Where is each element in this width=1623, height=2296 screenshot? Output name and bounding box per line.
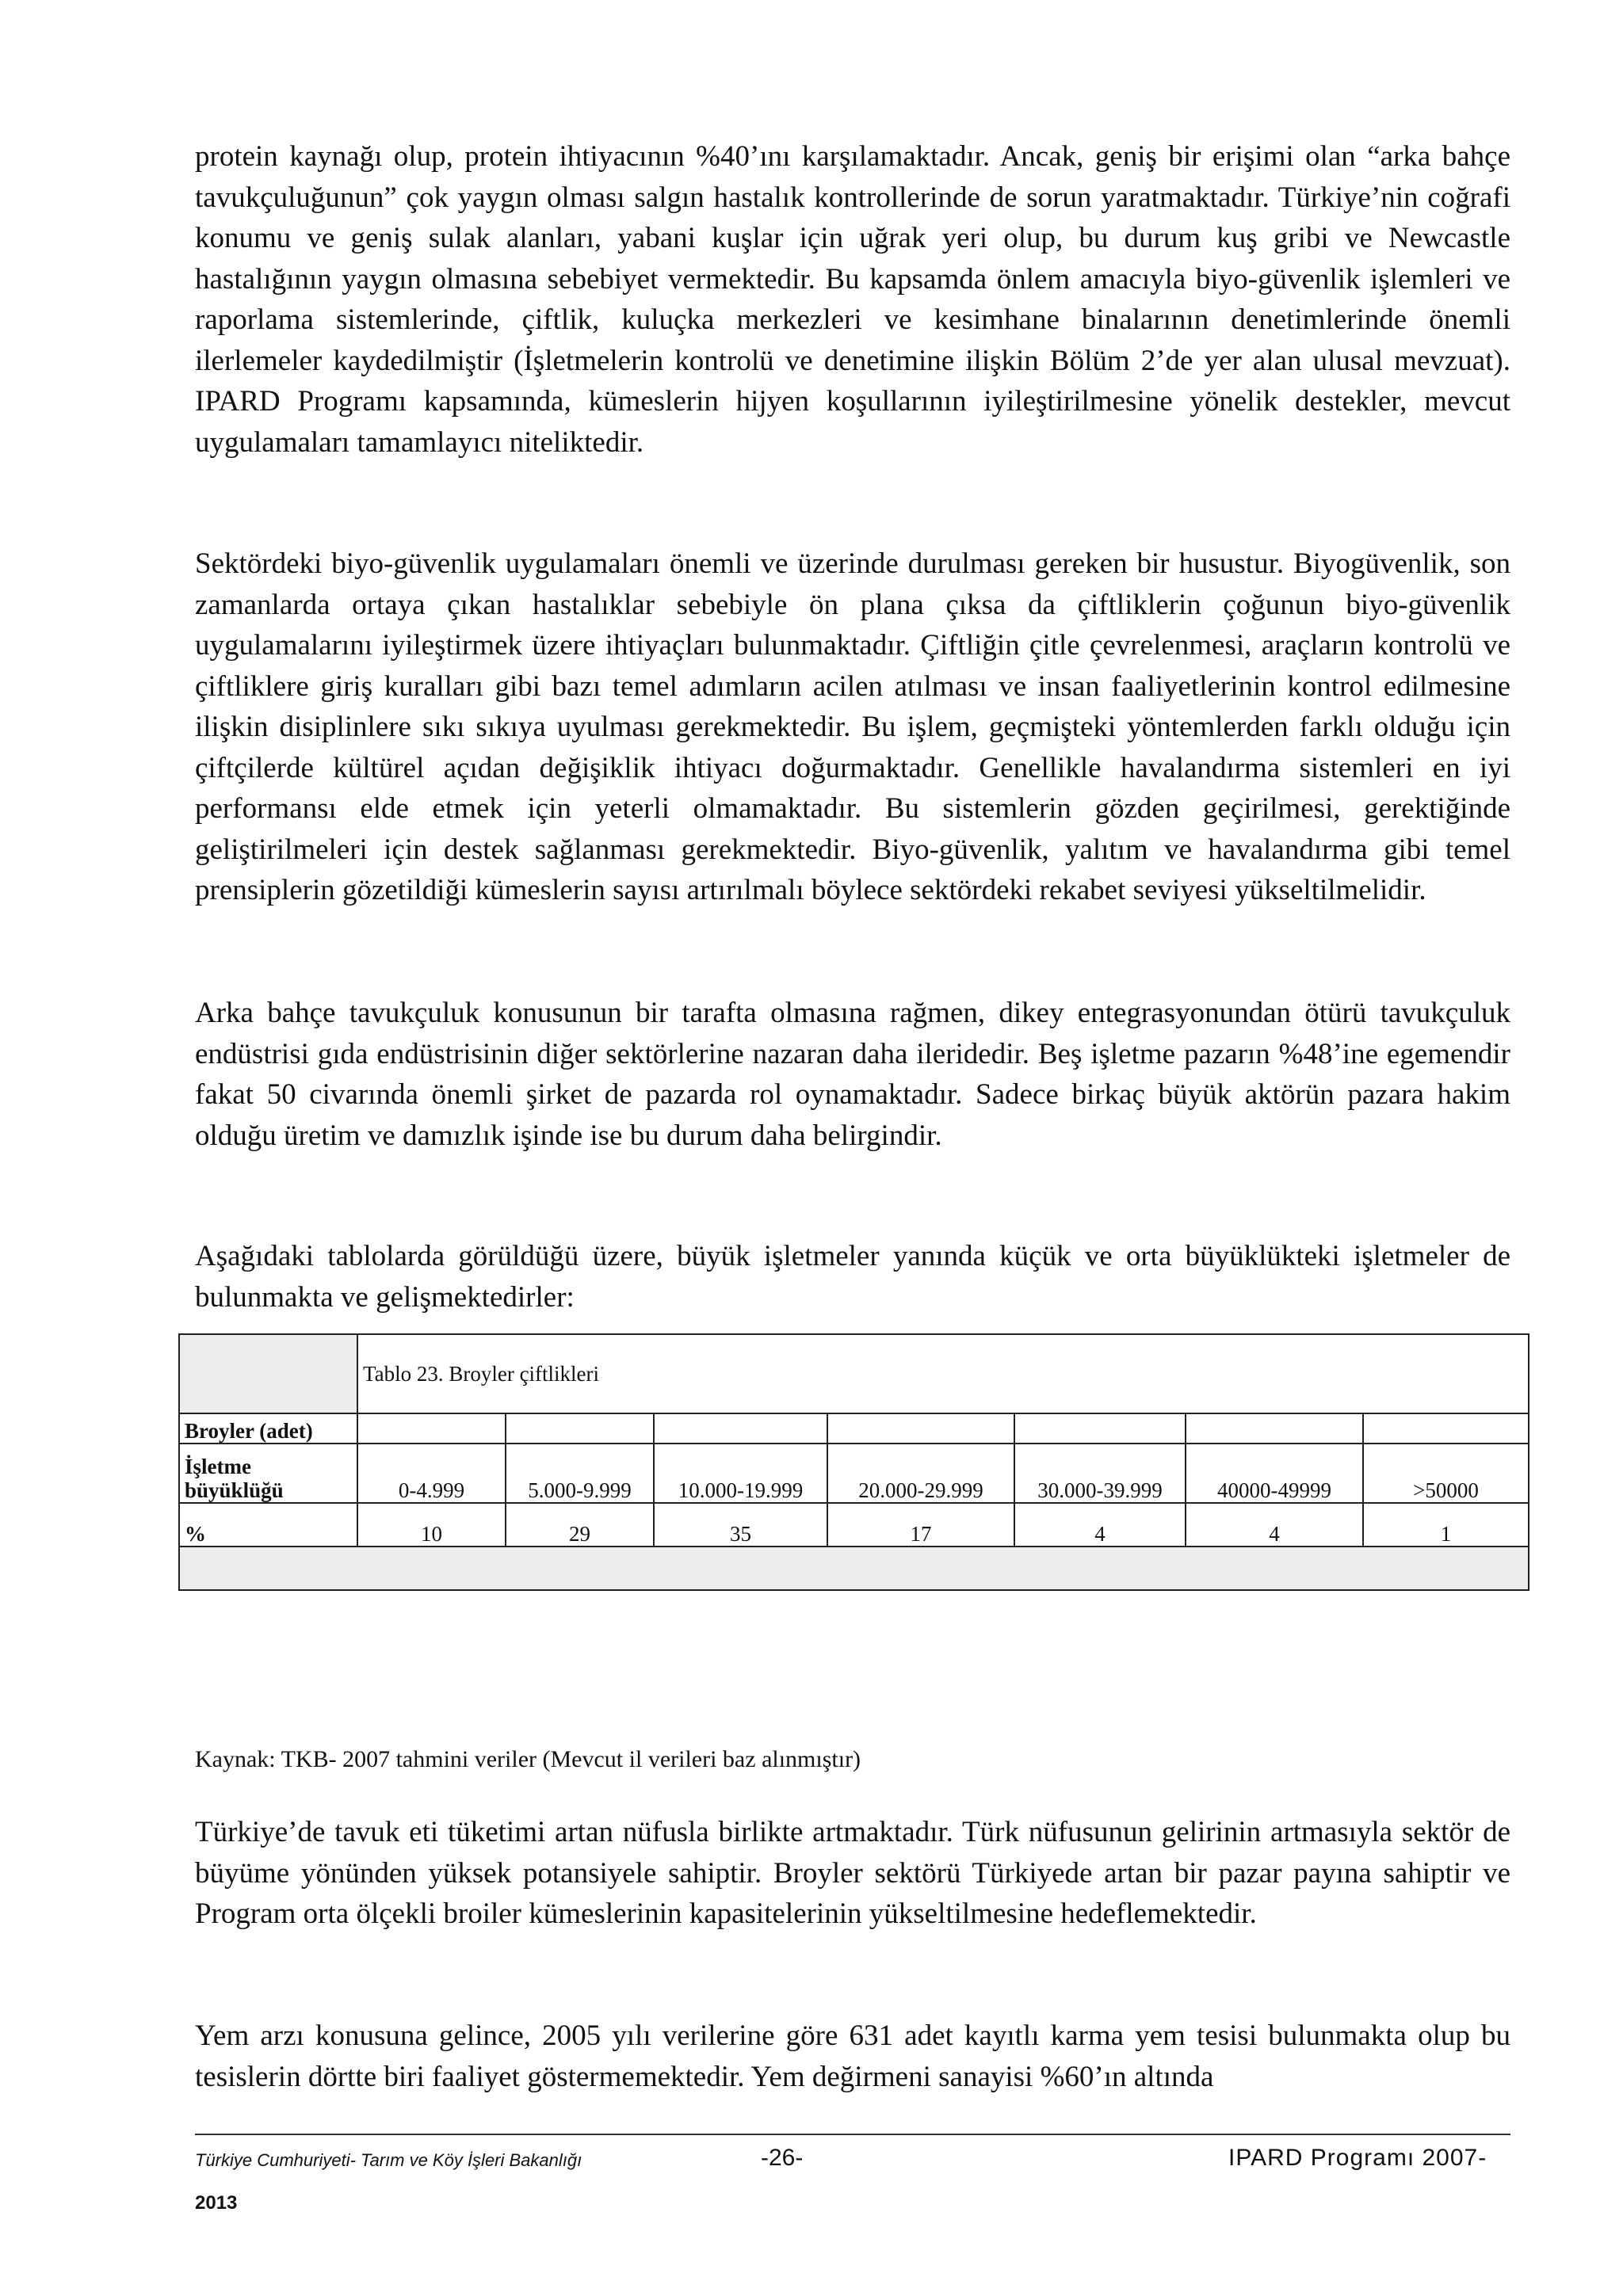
percent-cell: 29	[506, 1503, 654, 1547]
percent-cell: 10	[357, 1503, 506, 1547]
footer-year: 2013	[195, 2192, 238, 2214]
size-class-cell: 40000-49999	[1186, 1444, 1363, 1503]
table-footer-row	[179, 1547, 1529, 1590]
percent-cell: 4	[1014, 1503, 1186, 1547]
paragraph-chicken-consumption: Türkiye’de tavuk eti tüketimi artan nüfusla birlikte artmaktadır. Türk nüfusunun gelirinin artmasıyla sektör de büyüme yönünden yüksek potansiyele sahiptir. Broyler sektörü Türkiyede artan bir pazar payına sahiptir ve Program orta ölçekli broiler kümeslerinin kapasitelerinin yükseltilmesine hedeflemektedir.	[195, 1816, 1510, 1930]
broiler-farms-table	[178, 1333, 1528, 1591]
paragraph-biosecurity: Sektördeki biyo-güvenlik uygulamaları önemli ve üzerinde durulması gereken bir husustur. Biyogüvenlik, son zamanlarda ortaya çıkan hastalıklar sebebiyle ön plana çıksa da çiftliklerin çoğunun biyo-güvenlik uygulamalarını iyileştirmek üzere ihtiyaçları bulunmaktadır. Çiftliğin çitle çevrelenmesi, araçların kontrolü ve çiftliklere giriş kuralları gibi bazı temel adımların acilen atılması ve insan faaliyetlerinin kontrol edilmesine ilişkin disiplinlere sıkı sıkıya uyulması gerekmektedir. Bu işlem, geçmişteki yöntemlerden farklı olduğu için çiftçilerde kültürel açıdan değişiklik ihtiyacı doğurmaktadır. Genellikle havalandırma sistemleri en iyi performansı elde etmek için yeterli olmamaktadır. Bu sistemlerin gözden geçirilmesi, gerektiğinde geliştirilmeleri için destek sağlanması gerekmektedir. Biyo-güvenlik, yalıtım ve havalandırma gibi temel prensiplerin gözetildiği kümeslerin sayısı artırılmalı böylece sektördeki rekabet seviyesi yükseltilmelidir.	[195, 547, 1510, 906]
paragraph-backyard-poultry: Arka bahçe tavukçuluk konusunun bir tarafta olmasına rağmen, dikey entegrasyonundan ötürü tavukçuluk endüstrisi gıda endüstrisinin diğer sektörlerine nazaran daha ileridedir. Beş işletme pazarın %48’ine egemendir fakat 50 civarında önemli şirket de pazarda rol oynamaktadır. Sadece birkaç büyük aktörün pazara hakim olduğu üretim ve damızlık işinde ise bu durum daha belirgindir.	[195, 997, 1510, 1152]
size-class-cell: 20.000-29.999	[827, 1444, 1014, 1503]
table-title: Tablo 23. Broyler çiftlikleri	[357, 1334, 1529, 1413]
footer-program: IPARD Programı 2007-	[1228, 2145, 1487, 2171]
footer-ministry: Türkiye Cumhuriyeti- Tarım ve Köy İşleri Bakanlığı	[195, 2150, 582, 2170]
percent-cell: 35	[654, 1503, 827, 1547]
size-class-cell: 5.000-9.999	[506, 1444, 654, 1503]
table-source-note: Kaynak: TKB- 2007 tahmini veriler (Mevcut il verileri baz alınmıştır)	[195, 1746, 861, 1772]
row-label-size: İşletme büyüklüğü	[179, 1444, 357, 1503]
percent-cell: 17	[827, 1503, 1014, 1547]
percent-cell: 1	[1363, 1503, 1529, 1547]
percent-cell: 4	[1186, 1503, 1363, 1547]
size-class-cell: >50000	[1363, 1444, 1529, 1503]
size-class-cell: 0-4.999	[357, 1444, 506, 1503]
paragraph-poultry-protein: protein kaynağı olup, protein ihtiyacının %40’ını karşılamaktadır. Ancak, geniş bir erişimi olan “arka bahçe tavukçuluğunun” çok yaygın olması salgın hastalık kontrollerinde de sorun yaratmaktadır. Türkiye’nin coğrafi konumu ve geniş sulak alanları, yabani kuşlar için uğrak yeri olup, bu durum kuş gribi ve Newcastle hastalığının yaygın olmasına sebebiyet vermektedir. Bu kapsamda önlem amacıyla biyo-güvenlik işlemleri ve raporlama sistemlerinde, çiftlik, kuluçka merkezleri ve kesimhane binalarının denetimlerinde önemli ilerlemeler kaydedilmiştir (İşletmelerin kontrolü ve denetimine ilişkin Bölüm 2’de yer alan ulusal mevzuat). IPARD Programı kapsamında, kümeslerin hijyen koşullarının iyileştirilmesine yönelik destekler, mevcut uygulamaları tamamlayıcı niteliktedir.	[195, 140, 1510, 459]
paragraph-table-intro: Aşağıdaki tablolarda görüldüğü üzere, büyük işletmeler yanında küçük ve orta büyüklükteki işletmeler de bulunmakta ve gelişmektedirler:	[195, 1240, 1510, 1314]
table-corner-cell	[179, 1334, 357, 1413]
row-label-percent: %	[179, 1503, 357, 1547]
row-label-unit: Broyler (adet)	[179, 1413, 357, 1444]
size-class-cell: 30.000-39.999	[1014, 1444, 1186, 1503]
footer-page-number: -26-	[761, 2145, 804, 2171]
paragraph-feed-supply: Yem arzı konusuna gelince, 2005 yılı verilerine göre 631 adet kayıtlı karma yem tesisi bulunmakta olup bu tesislerin dörtte biri faaliyet göstermemektedir. Yem değirmeni sanayisi %60’ın altında	[195, 2019, 1510, 2093]
size-class-cell: 10.000-19.999	[654, 1444, 827, 1503]
footer-divider	[195, 2134, 1510, 2135]
